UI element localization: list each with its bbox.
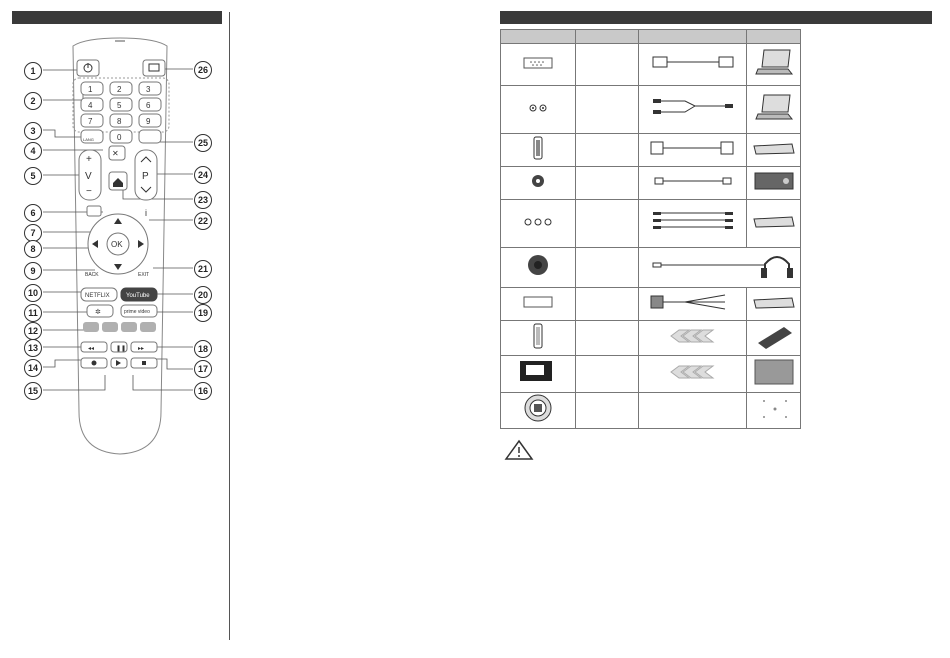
laptop-icon [747,86,801,134]
callout-number-24: 24 [194,166,212,184]
rewind-icon: ◂◂ [88,346,95,352]
table-header-row [501,30,801,44]
satellite-dish-icon [747,393,801,429]
settings-icon: ✲ [95,309,101,316]
headphone-cable-icon [639,248,801,288]
fast-forward-icon: ▸▸ [138,346,145,352]
callout-number-7: 7 [24,224,42,242]
callout-number-13: 13 [24,339,42,357]
mute-icon: ✕ [112,149,119,158]
dvd-player-icon [747,134,801,167]
pause-icon: ❚❚ [116,346,127,352]
vga-port-icon [501,44,576,86]
menu-button[interactable] [87,206,101,216]
callout-number-6: 6 [24,204,42,222]
table-row [501,356,801,393]
callout-number-23: 23 [194,191,212,209]
callout-number-21: 21 [194,260,212,278]
callout-number-2: 2 [24,92,42,110]
component-port-icon [501,200,576,248]
callout-number-20: 20 [194,286,212,304]
info-label: i [145,208,147,218]
callout-number-17: 17 [194,360,212,378]
header-cell-device [747,30,801,44]
table-row [501,248,801,288]
yprpb-port-icon [501,288,576,321]
key-8-label: 8 [117,117,122,126]
connections-table [500,29,801,429]
callout-number-26: 26 [194,61,212,79]
record-icon [92,361,97,366]
callout-number-18: 18 [194,340,212,358]
remote-control-figure [15,32,225,462]
callout-number-16: 16 [194,382,212,400]
usb-stick-icon [747,321,801,356]
subtitles-button[interactable] [139,130,161,143]
youtube-label: YouTube [126,293,150,299]
table-row [501,86,801,134]
dvd-player-icon [747,200,801,248]
dvd-player-icon [747,288,801,321]
headphone-port-icon [501,248,576,288]
callout-number-5: 5 [24,167,42,185]
table-row [501,167,801,200]
callout-number-9: 9 [24,262,42,280]
insert-arrows-icon [639,356,747,393]
key-4-label: 4 [88,101,93,110]
table-row [501,200,801,248]
red-key[interactable] [83,322,99,332]
table-row [501,393,801,429]
audio-receiver-icon [747,167,801,200]
key-5-label: 5 [117,101,122,110]
table-row [501,134,801,167]
yellow-key[interactable] [121,322,137,332]
key-6-label: 6 [146,101,151,110]
spdif-port-icon [501,167,576,200]
callout-number-10: 10 [24,284,42,302]
laptop-icon [747,44,801,86]
exit-label: EXIT [138,272,150,278]
left-section-header-bar [12,11,222,24]
table-row [501,321,801,356]
ok-label: OK [111,240,123,249]
callout-number-11: 11 [24,304,42,322]
header-cell-cable [639,30,747,44]
hdmi-cable-icon [639,134,747,167]
spdif-cable-icon [639,167,747,200]
key-7-label: 7 [88,117,93,126]
callout-number-1: 1 [24,62,42,80]
blue-key[interactable] [140,322,156,332]
green-key[interactable] [102,322,118,332]
back-label: BACK [85,272,99,278]
ci-slot-icon [501,356,576,393]
key-1-label: 1 [88,85,93,94]
yprpb-cable-icon [639,288,747,321]
warning-icon [504,439,534,461]
sat-port-icon [501,393,576,429]
header-cell-type [576,30,639,44]
audio-cable-icon [639,86,747,134]
vga-cable-icon [639,44,747,86]
component-cable-icon [639,200,747,248]
key-3-label: 3 [146,85,151,94]
key-9-label: 9 [146,117,151,126]
page-column-divider [229,12,230,640]
hdmi-port-icon [501,134,576,167]
table-row [501,288,801,321]
netflix-label: NETFLIX [85,293,110,299]
volume-minus-label: − [86,186,92,197]
callout-number-22: 22 [194,212,212,230]
usb-port-icon [501,321,576,356]
callout-number-8: 8 [24,240,42,258]
prime-video-label: prime video [124,309,150,315]
source-button[interactable] [143,60,165,76]
insert-arrows-icon [639,321,747,356]
key-2-label: 2 [117,85,122,94]
stop-icon [142,361,146,365]
program-label: P [142,171,149,182]
audio-rca-port-icon [501,86,576,134]
cam-module-icon [747,356,801,393]
header-cell-connector [501,30,576,44]
callout-number-14: 14 [24,359,42,377]
volume-label: V [85,171,92,182]
callout-number-3: 3 [24,122,42,140]
table-row [501,44,801,86]
volume-plus-label: + [86,154,92,165]
callout-number-12: 12 [24,322,42,340]
callout-number-15: 15 [24,382,42,400]
callout-number-4: 4 [24,142,42,160]
right-section-header-bar [500,11,932,24]
key-0-label: 0 [117,133,122,142]
callout-number-25: 25 [194,134,212,152]
callout-number-19: 19 [194,304,212,322]
number-pad [81,82,161,127]
lang-label: LANG [83,137,94,142]
